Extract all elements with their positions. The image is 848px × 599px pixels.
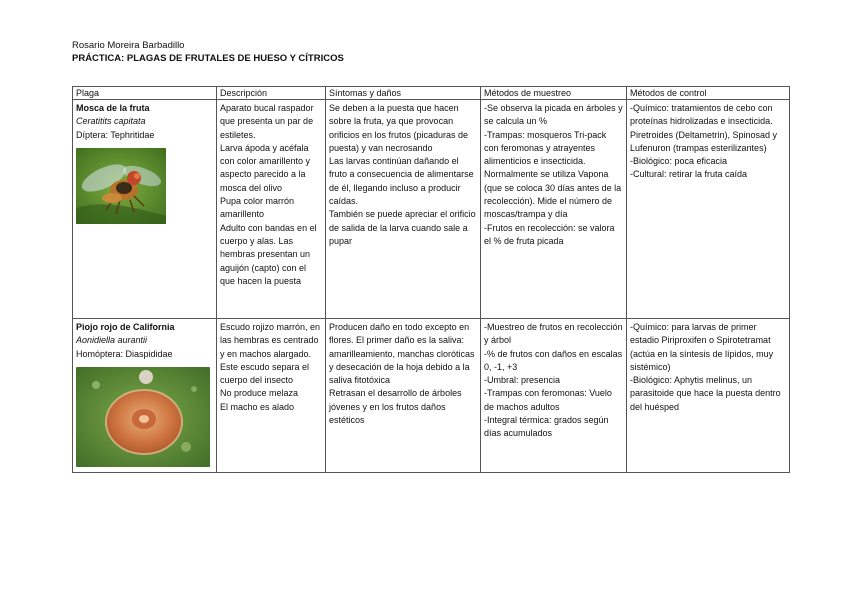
description-line: Larva ápoda y acéfala con color amarillento y aspecto parecido a la mosca del olivo [220,142,311,193]
column-header-pest: Plaga [73,87,217,100]
control-line: -Químico: para larvas de primer estadio Piriproxifen o Spirotetramat (actúa en la síntesis de lípidos, muy sistémico) [630,322,774,372]
fruit-fly-photo-icon [76,148,166,224]
pest-cell [73,319,217,473]
description-line: Aparato bucal raspador que presenta un par de estiletes. [220,103,314,140]
description-line: Adulto con bandas en el cuerpo y alas. Las hembras presentan un aguijón (capto) con el que hacen la puesta [220,222,317,286]
table-row [73,319,790,473]
column-header-sampling: Métodos de muestreo [481,87,627,100]
symptoms-line: Retrasan el desarrollo de árboles jóvenes y en los frutos daños estéticos [329,388,462,426]
pest-scientific-name: Aonidiella aurantii [76,335,148,346]
symptoms-line: Se deben a la puesta que hacen sobre la fruta, ya que provocan orificios en los frutos (picaduras de puesta) y van necrosando [329,103,469,153]
symptoms-line: Producen daño en todo excepto en flores. El primer daño es la saliva: amarilleamiento, manchas cloróticas y desecación de la hoja debido a la saliva fitotóxica [329,322,475,386]
sampling-line: -Trampas: mosqueros Tri-pack con feromonas y atrayentes alimenticios e insecticida. Normalmente se utiliza Vapona (que se coloca 30 días antes de la recolección). Mide el número de moscas/trampa y día [484,129,622,220]
column-header-symptoms: Síntomas y daños [326,87,481,100]
pest-scientific-name: Ceratitits capitata [76,116,146,127]
sampling-cell [481,319,627,473]
control-cell [627,319,790,473]
control-line: -Químico: tratamientos de cebo con proteínas hidrolizadas e insecticida. Piretroides (Deltametrin), Spinosad y Lufenuron (trampas esterilizantes) [630,103,778,153]
description-line: Pupa color marrón amarillento [220,196,295,220]
author-name: Rosario Moreira Barbadillo [72,40,185,51]
table-header-row [73,87,790,100]
sampling-line: -% de frutos con daños en escalas 0, -1, +3 [484,348,623,372]
control-line: -Cultural: retirar la fruta caída [630,169,748,180]
pest-cell [73,100,217,319]
description-line: No produce melaza [220,388,299,399]
control-line: -Biológico: poca eficacia [630,156,728,167]
column-header-description: Descripción [217,87,326,100]
sampling-cell [481,100,627,319]
control-line: -Biológico: Aphytis melinus, un parasitoide que hace la puesta dentro del huésped [630,375,781,412]
document-title: PRÁCTICA: PLAGAS DE FRUTALES DE HUESO Y CÍTRICOS [72,53,344,64]
description-cell [217,100,326,319]
pest-name: Piojo rojo de California [76,322,175,332]
pest-order: Díptera: Tephritidae [76,129,155,140]
symptoms-line: Las larvas continúan dañando el fruto a consecuencia de alimentarse de él, llegando incluso a producir caídas. [329,156,474,207]
pest-order: Homóptera: Diaspididae [76,348,173,359]
sampling-line: -Se observa la picada en árboles y se calcula un % [484,103,623,127]
sampling-line: -Muestreo de frutos en recolección y árbol [484,322,623,346]
sampling-line: -Umbral: presencia [484,375,561,386]
sampling-line: -Frutos en recolección: se valora el % de fruta picada [484,222,615,246]
red-scale-photo-icon [76,367,210,467]
sampling-line: -Integral térmica: grados según días acumulados [484,415,609,439]
table-row [73,100,790,319]
description-line: Escudo rojizo marrón, en las hembras es centrado y en machos alargado. Este escudo separa el cuerpo del insecto [220,322,321,386]
symptoms-line: También se puede apreciar el orificio de salida de la larva cuando sale a pupar [329,209,476,246]
sampling-line: -Trampas con feromonas: Vuelo de machos adultos [484,388,612,412]
pests-table [72,86,790,473]
description-line: El macho es alado [220,401,295,412]
description-cell [217,319,326,473]
column-header-control: Métodos de control [627,87,790,100]
control-cell [627,100,790,319]
symptoms-cell [326,319,481,473]
symptoms-cell [326,100,481,319]
pest-name: Mosca de la fruta [76,103,150,113]
